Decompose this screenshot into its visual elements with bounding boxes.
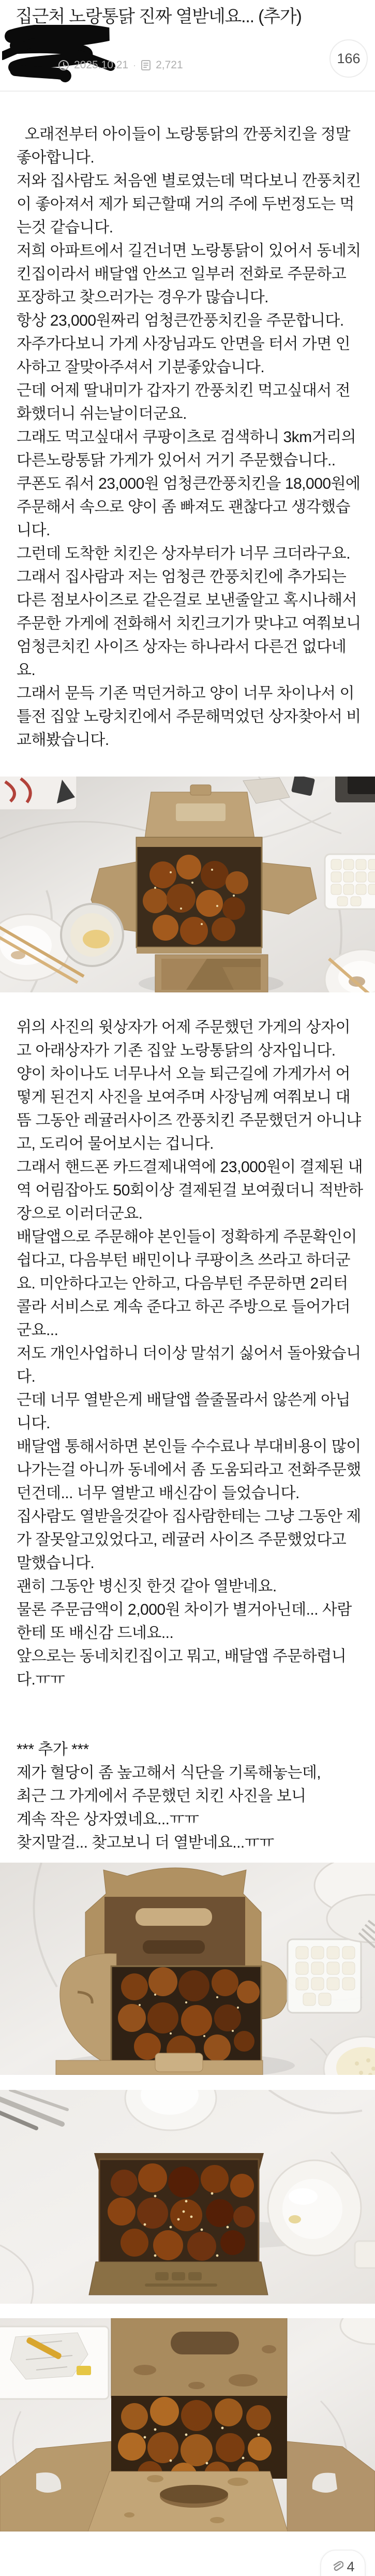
clock-icon [58,60,69,71]
paragraph: 자주가다보니 가게 사장님과도 안면을 터서 가면 인사하고 잘맞아주셔서 기분좋았습니다. [17,335,351,376]
photo-chicken-box-with-bowls[interactable] [0,2090,375,2304]
paragraph: 집사람도 열받을것같아 집사람한테는 그냥 그동안 제가 잘못알고있었다고, 레귤러 사이즈 주문했었다고 말했습니다. [17,1508,361,1572]
paragraph: 저희 아파트에서 길건너면 노랑통닭이 있어서 동네치킨집이라서 배달앱 안쓰고 일부러 전화로 주문하고 포장하고 찾으러가는 경우가 많습니다. [17,242,361,306]
paragraph: 위의 사진의 윗상자가 어제 주문했던 가게의 상자이고 아래상자가 기존 집앞 노랑통닭의 상자입니다. [17,1019,351,1059]
photo-box-size-comparison[interactable] [0,777,375,992]
paragraph: 계속 작은 상자였네요...ㅠㅠ [17,1811,199,1828]
paragraph: 배달앱으로 주문해야 본인들이 정확하게 주문확인이 쉽다고, 다음부턴 배민이나 쿠팡이츠 쓰라고 하더군요. 미안하다고는 안하고, 다음부턴 주문하면 2리터 콜라 서비스로 계속 준다고 하곤 주방으로 들어가더군요... [17,1228,361,1339]
paragraph: 그래도 먹고싶대서 쿠팡이츠로 검색하니 3km거리의 다른노랑통닭 가게가 있어서 거기 주문했습니다.. [17,429,360,469]
comment-count-badge[interactable] [329,39,368,78]
paragraph: 양이 차이나도 너무나서 오늘 퇴근길에 가게가서 어떻게 된건지 사진을 보여주며 사장님께 여쭤보니 대뜸 그동안 레귤러사이즈 깐풍치킨 주문했던거 아니냐고, 도리어 물어보시는 겁니다. [17,1065,361,1152]
paragraph: 근데 어제 딸내미가 갑자기 깐풍치킨 먹고싶대서 전화했더니 쉬는날이더군요. [17,382,351,422]
paragraph: 제가 혈당이 좀 높고해서 식단을 기록해놓는데, [17,1764,321,1781]
paragraph: 그런데 도착한 치킨은 상자부터가 너무 크더라구요. [17,545,351,562]
comment-count: 166 [337,50,361,66]
post-meta [58,59,183,71]
paragraph: 괜히 그동안 병신짓 한것 같아 열받네요. [17,1578,277,1595]
paragraph: 저도 개인사업하니 더이상 말섞기 싫어서 돌아왔습니다. [17,1345,361,1385]
paragraph: 그래서 집사람과 저는 엄청큰 깐풍치킨에 추가되는 다른 점보사이즈로 같은걸로 보낸줄알고 혹시나해서 주문한 가게에 전화해서 치킨크기가 맞냐고 여쭤보니 엄청큰치킨 사이즈 상자는 하나라서 다른건 없다네요. [17,568,365,679]
header-divider [0,91,375,92]
paragraph: 그래서 문득 기존 먹던거하고 양이 너무 차이나서 이틀전 집앞 노랑치킨에서 주문해먹었던 상자찾아서 비교해봤습니다. [17,685,361,749]
post-header [0,0,375,92]
attachment-count: 4 [347,2559,355,2574]
post-body-text-1 [0,123,375,761]
paragraph: 최근 그 가게에서 주문했던 치킨 사진을 보니 [17,1788,306,1805]
post-content [0,92,375,2531]
photo-big-box-with-handle[interactable] [0,1863,375,2075]
paragraph: 근데 너무 열받은게 배달앱 쓸줄몰라서 않쓴게 아닙니다. [17,1392,351,1432]
paragraph: *** 추가 *** [17,1741,89,1758]
paragraph: 쿠폰도 줘서 23,000원 엄청큰깐풍치킨을 18,000원에 주문해서 속으로 양이 좀 빠져도 괜찮다고 생각했습니다. [17,475,365,539]
paragraph: 항상 23,000원짜리 엄청큰깐풍치킨을 주문합니다. [17,312,344,329]
post-addendum [17,1738,364,1850]
paperclip-icon [331,2560,343,2573]
photo-open-box-spread-flaps[interactable] [0,2318,375,2531]
paragraph: 배달앱 통해서하면 본인들 수수료나 부대비용이 많이 나가는걸 아니까 동네에서 좀 도움되라고 전화주문했던건데... 너무 열받고 배신감이 들었습니다. [17,1438,365,1502]
paragraph: 찾지말걸... 찾고보니 더 열받네요...ㅠㅠ [17,1834,274,1850]
paragraph: 물론 주문금액이 2,000원 차이가 별거아닌데... 사람한테 또 배신감 드네요... [17,1601,352,1642]
post-title: 집근처 노랑통닭 진짜 열받네요... (추가) [16,7,302,26]
view-count: 2,721 [156,59,183,71]
attachment-count-pill[interactable] [320,2550,366,2576]
meta-separator: · [133,60,137,70]
view-count-icon [141,60,151,71]
paragraph: 저와 집사람도 처음엔 별로였는데 먹다보니 깐풍치킨이 좋아져서 제가 퇴근할때 거의 주에 두번정도는 먹는것 같습니다. [17,172,361,236]
author-name-redacted-scribble [2,25,121,83]
post-body-text-2 [0,1016,375,1850]
post-date: 2025.10.21 [74,59,129,71]
paragraph: 앞으로는 동네치킨집이고 뭐고, 배달앱 주문하렵니다.ㅠㅠ [17,1648,347,1688]
paragraph: 그래서 핸드폰 카드결제내역에 23,000원이 결제된 내역 어림잡아도 50회이상 결제된걸 보여줬더니 적반하장으로 이러더군요. [17,1159,363,1222]
post-body-paragraphs [17,1016,364,1691]
paragraph: 오래전부터 아이들이 노랑통닭의 깐풍치킨을 정말 좋아합니다. [17,126,354,166]
